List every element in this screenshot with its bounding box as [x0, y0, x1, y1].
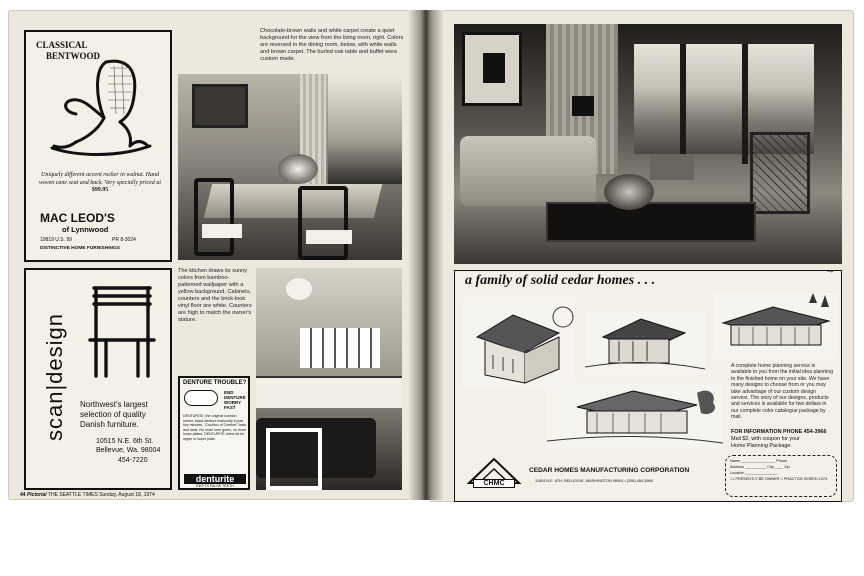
cedar-homes-ad	[454, 265, 842, 502]
denture-sub-2: DENTURE	[224, 395, 246, 400]
cabinets	[256, 376, 402, 408]
chair-left	[194, 178, 234, 256]
denture-body: DENTURITE, the original cushion reliner, stops denture insecurity in just five minutes. "Cushion of Comfort" lasts and lasts. No more sore gums, no more loose plates. DENTURITE reline kit for upper or lower plate.	[183, 414, 247, 441]
coupon-city-label: City	[767, 465, 774, 469]
cedar-company-address: 11604 N.E. 8TH, BELLEVUE, WASHINGTON 98004 • (206) 454-3966	[535, 479, 653, 483]
macleods-price: $99.95	[91, 187, 109, 194]
window-mullion-2	[742, 44, 748, 164]
macleods-heading-2: BENTWOOD	[46, 51, 101, 61]
macleods-tagline-text: Uniquely different accent rocker in walnut. Hand woven cane seat and back. Very specially priced at	[38, 172, 162, 186]
kitchen-window	[300, 328, 380, 368]
publication-date: Sunday, August 18, 1974	[99, 492, 155, 498]
window-view	[328, 74, 402, 184]
wicker-chair	[750, 132, 810, 214]
house-drawing-4	[547, 383, 723, 449]
window-mullion-1	[680, 44, 686, 164]
pendant-lamp	[286, 278, 312, 300]
macleods-phone: PR 8-3024	[112, 237, 136, 243]
coupon-row-2: Address __________ City ____ Zip	[730, 465, 790, 469]
coffee-table	[546, 202, 756, 242]
coupon-zip-label: Zip	[784, 465, 790, 469]
page-gutter	[408, 10, 444, 500]
macleods-heading-1: CLASSICAL	[36, 40, 88, 50]
left-page-footer	[20, 492, 155, 498]
rocker-chair-icon	[46, 56, 158, 162]
scan-design-ad	[24, 268, 172, 490]
scan-phone: 454-7220	[118, 457, 148, 464]
sofa	[460, 136, 596, 206]
coupon-row-1: Name ________________ Phone	[730, 459, 788, 463]
house-drawing-2	[585, 311, 705, 375]
denture-headline: DENTURE TROUBLE?	[183, 380, 247, 386]
framed-art	[462, 32, 522, 106]
cedar-mail-line-2: Home Planning Package.	[731, 443, 792, 449]
macleods-ad	[24, 30, 172, 262]
floor-lamp	[572, 96, 594, 116]
white-chair	[266, 428, 322, 490]
coupon-options: □ I PRESENTLY BE OWNER □ PRACTICE BORED	[730, 477, 818, 481]
macleods-tagline	[38, 172, 162, 195]
macleods-address: 19819 U.S. 99	[40, 237, 72, 243]
cedar-company: CEDAR HOMES MANUFACTURING CORPORATION	[529, 467, 690, 474]
kitchen-caption: The kitchen draws its sunny colors from bamboo-patterned wallpaper with a yellow background. Cabinets, counters and the brick-look vinyl floor are white. Counters are high to match the owner's stature.	[178, 268, 252, 323]
house-drawing-3	[713, 293, 837, 359]
arrow-icon: →	[825, 265, 835, 276]
scan-address-2: Bellevue, Wa. 98004	[96, 447, 161, 454]
section-name: Pictorial	[26, 492, 47, 498]
coupon-phone-label: Phone	[776, 459, 788, 463]
scan-design-logo: scan|design	[42, 313, 67, 442]
denture-sub-4: FAST	[224, 405, 236, 410]
denture-brand: denturite	[184, 474, 246, 484]
coupon-year: 1974	[818, 477, 828, 481]
denture-sub-3: WORRY	[224, 400, 242, 405]
denture-teeth-icon	[184, 390, 218, 406]
flower-arrangement	[278, 154, 318, 184]
coupon-row-4	[730, 476, 832, 482]
order-coupon[interactable]	[725, 455, 837, 497]
coupon-name-label: Name	[730, 459, 741, 463]
coupon-location-label: Location	[730, 471, 745, 475]
chair-seat-right	[306, 230, 352, 244]
chair-right	[298, 186, 348, 260]
chair-seat-left	[202, 224, 242, 238]
denture-sub-1: END	[224, 390, 234, 395]
macleods-brand: MAC LEOD'S	[40, 211, 115, 225]
dining-room-photo	[178, 74, 402, 260]
chmc-logo-text: CHMC	[473, 479, 515, 488]
house-drawing-1	[463, 297, 575, 389]
chmc-logo	[465, 457, 523, 495]
cedar-info-line: FOR INFORMATION PHONE 454-3966	[731, 429, 827, 435]
wall-painting	[192, 84, 248, 128]
magazine-spread	[8, 10, 856, 502]
danish-chair-icon	[84, 284, 160, 380]
scan-tagline-1: Northwest's largest	[80, 400, 148, 409]
kitchen-photo	[256, 268, 402, 490]
scan-tagline-3: Danish furniture.	[80, 420, 139, 429]
publication-name: THE SEATTLE TIMES	[48, 492, 98, 498]
denture-ad	[178, 376, 250, 490]
plant	[604, 174, 654, 210]
page-number: 44	[20, 492, 26, 498]
dining-caption: Chocolate-brown walls and white carpet create a quiet background for the view from the living room, right. Colors are reversed in the dining room, below, with white walls and brown carpet. The burled oak table and buffet were custom made.	[260, 28, 404, 62]
cedar-headline: a family of solid cedar homes . . .	[465, 273, 656, 288]
living-room-photo	[454, 24, 842, 264]
cedar-body: A complete home planning service is available to you from the initial idea planning to the finished home on your site. We have many designs to choose from or you may take advantage of our custom design service. The story of our designs, products and services is available for two dollars in our complete color catalogue package by mail.	[731, 363, 834, 421]
scan-address-1: 10515 N.E. 6th St.	[96, 438, 154, 445]
macleods-location: of Lynnwood	[62, 225, 109, 234]
cedar-mail-line-1: Mail $2, with coupon for your	[731, 436, 800, 442]
art-figure	[483, 53, 505, 83]
ottoman	[650, 154, 694, 180]
denture-brand-sub: REFITS FALSE TEETH	[196, 484, 234, 488]
macleods-slogan: DISTINCTIVE HOME FURNISHINGS	[40, 246, 120, 251]
coupon-row-3: Location _______________	[730, 471, 778, 475]
scan-tagline-2: selection of quality	[80, 410, 146, 419]
coupon-address-label: Address	[730, 465, 744, 469]
